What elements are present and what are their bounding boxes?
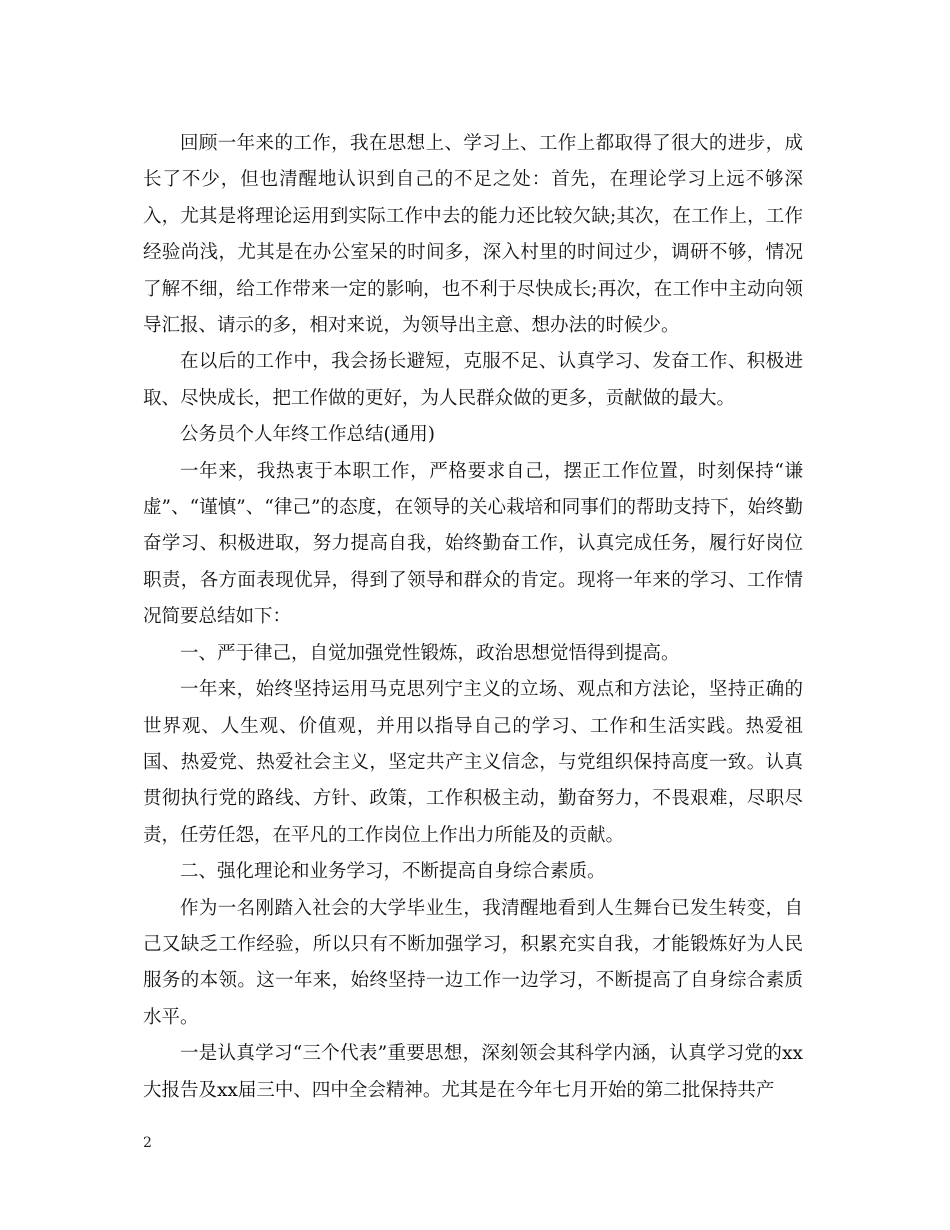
paragraph-review: 回顾一年来的工作，我在思想上、学习上、工作上都取得了很大的进步，成长了不少，但也清醒地认识到自己的不足之处：首先，在理论学习上远不够深入，尤其是将理论运用到实际工作中去的能力还比较欠缺;其次，在工作上，工作经验尚浅，尤其是在办公室呆的时间多，深入村里的时间过少，调研不够，情况了解不细，给工作带来一定的影响，也不利于尽快成长;再次，在工作中主动向领导汇报、请示的多，相对来说，为领导出主意、想办法的时候少。 (143, 133, 803, 337)
page-number: 2 (143, 1135, 152, 1151)
paragraph-future-work: 在以后的工作中，我会扬长避短，克服不足、认真学习、发奋工作、积极进取、尽快成长，把工作做的更好，为人民群众做的更多，贡献做的最大。 (143, 351, 803, 409)
document-body (143, 126, 803, 1109)
paragraph-study: 作为一名刚踏入社会的大学毕业生，我清醒地看到人生舞台已发生转变，自己又缺乏工作经验，所以只有不断加强学习，积累充实自我，才能锻炼好为人民服务的本领。这一年来，始终坚持一边工作一边学习，不断提高了自身综合素质水平。 (143, 897, 803, 1028)
paragraph-theory: 一是认真学习“三个代表”重要思想，深刻领会其科学内涵，认真学习党的xx大报告及xx届三中、四中全会精神。尤其是在今年七月开始的第二批保持共产 (143, 1043, 803, 1101)
paragraph-political: 一年来，始终坚持运用马克思列宁主义的立场、观点和方法论，坚持正确的世界观、人生观、价值观，并用以指导自己的学习、工作和生活实践。热爱祖国、热爱党、热爱社会主义，坚定共产主义信念，与党组织保持高度一致。认真贯彻执行党的路线、方针、政策，工作积极主动，勤奋努力，不畏艰难，尽职尽责，任劳任怨，在平凡的工作岗位上作出力所能及的贡献。 (143, 679, 803, 846)
heading-one: 一、严于律己，自觉加强党性锻炼，政治思想觉悟得到提高。 (180, 642, 680, 664)
heading-two: 二、强化理论和业务学习，不断提高自身综合素质。 (180, 861, 606, 883)
paragraph-intro: 一年来，我热衷于本职工作，严格要求自己，摆正工作位置，时刻保持“谦虚”、“谨慎”、“律己”的态度，在领导的关心栽培和同事们的帮助支持下，始终勤奋学习、积极进取，努力提高自我，始终勤奋工作，认真完成任务，履行好岗位职责，各方面表现优异，得到了领导和群众的肯定。现将一年来的学习、工作情况简要总结如下： (143, 460, 803, 628)
section-title: 公务员个人年终工作总结(通用) (180, 424, 435, 446)
